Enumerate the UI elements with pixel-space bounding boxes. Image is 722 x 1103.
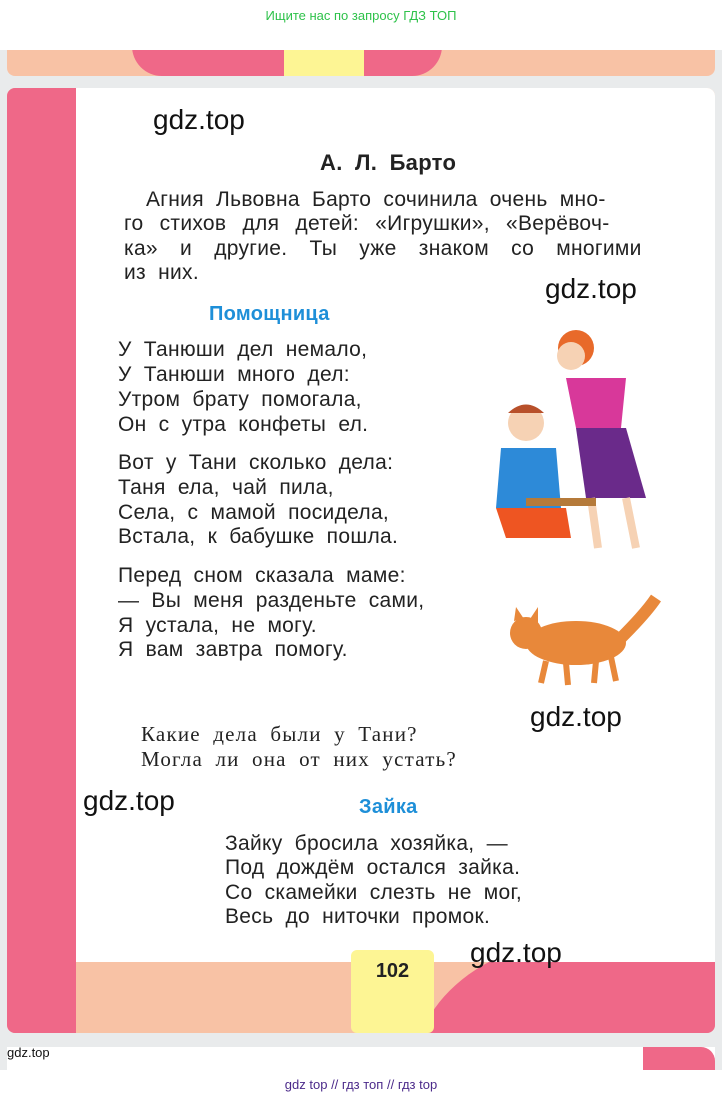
intro-line: ка» и другие. Ты уже знаком со многими — [124, 237, 642, 260]
watermark: gdz.top — [530, 701, 622, 732]
intro-line: го стихов для детей: «Игрушки», «Верёвоч- — [124, 212, 610, 235]
poem-line: — Вы меня разденьте сами, — [118, 589, 425, 612]
page-number: 102 — [351, 950, 434, 1033]
banner-text: Ищите нас по запросу ГДЗ ТОП — [265, 8, 457, 23]
poem-line: Зайку бросила хозяйка, — — [225, 832, 508, 855]
page-title: А. Л. Барто — [320, 150, 457, 175]
footer — [0, 1070, 722, 1103]
footer-link[interactable]: гдз top — [397, 1077, 438, 1092]
poem-title: Помощница — [209, 303, 330, 325]
watermark: gdz.top — [470, 937, 562, 968]
poem-line: Со скамейки слезть не мог, — [225, 881, 523, 904]
page-content — [76, 88, 715, 962]
poem-line: Утром брату помогала, — [118, 388, 362, 411]
poem-line: Перед сном сказала маме: — [118, 564, 406, 587]
poem-line: Вот у Тани сколько дела: — [118, 451, 394, 474]
question: Могла ли она от них устать? — [141, 747, 457, 771]
separator: // — [331, 1077, 339, 1092]
poem-line: У Танюши много дел: — [118, 363, 350, 386]
top-banner — [0, 0, 722, 50]
footer-link[interactable]: gdz top — [284, 1077, 328, 1092]
poem-line: Я устала, не могу. — [118, 614, 317, 637]
footer-link[interactable]: гдз топ — [341, 1077, 384, 1092]
poem-line: Встала, к бабушке пошла. — [118, 525, 399, 548]
poem-line: Весь до ниточки промок. — [225, 905, 491, 928]
poem-title: Зайка — [359, 796, 418, 818]
watermark: gdz.top — [153, 104, 245, 135]
pink-strip — [7, 88, 76, 1033]
children-illustration — [486, 318, 686, 568]
poem-line: Я вам завтра помогу. — [118, 638, 348, 661]
watermark-small: gdz.top — [7, 1045, 50, 1060]
watermark: gdz.top — [83, 785, 175, 816]
poem-line: Таня ела, чай пила, — [118, 476, 334, 499]
textbook-page — [7, 88, 715, 1033]
question: Какие дела были у Тани? — [141, 722, 418, 746]
separator: // — [386, 1077, 395, 1092]
intro-line: из них. — [124, 261, 199, 284]
watermark: gdz.top — [545, 273, 637, 304]
poem-line: Он с утра конфеты ел. — [118, 413, 369, 436]
poem-line: Села, с мамой посидела, — [118, 501, 390, 524]
intro-line: Агния Львовна Барто сочинила очень мно- — [146, 188, 606, 211]
cat-illustration — [496, 593, 676, 693]
poem-line: У Танюши дел немало, — [118, 338, 368, 361]
poem-line: Под дождём остался зайка. — [225, 856, 521, 879]
